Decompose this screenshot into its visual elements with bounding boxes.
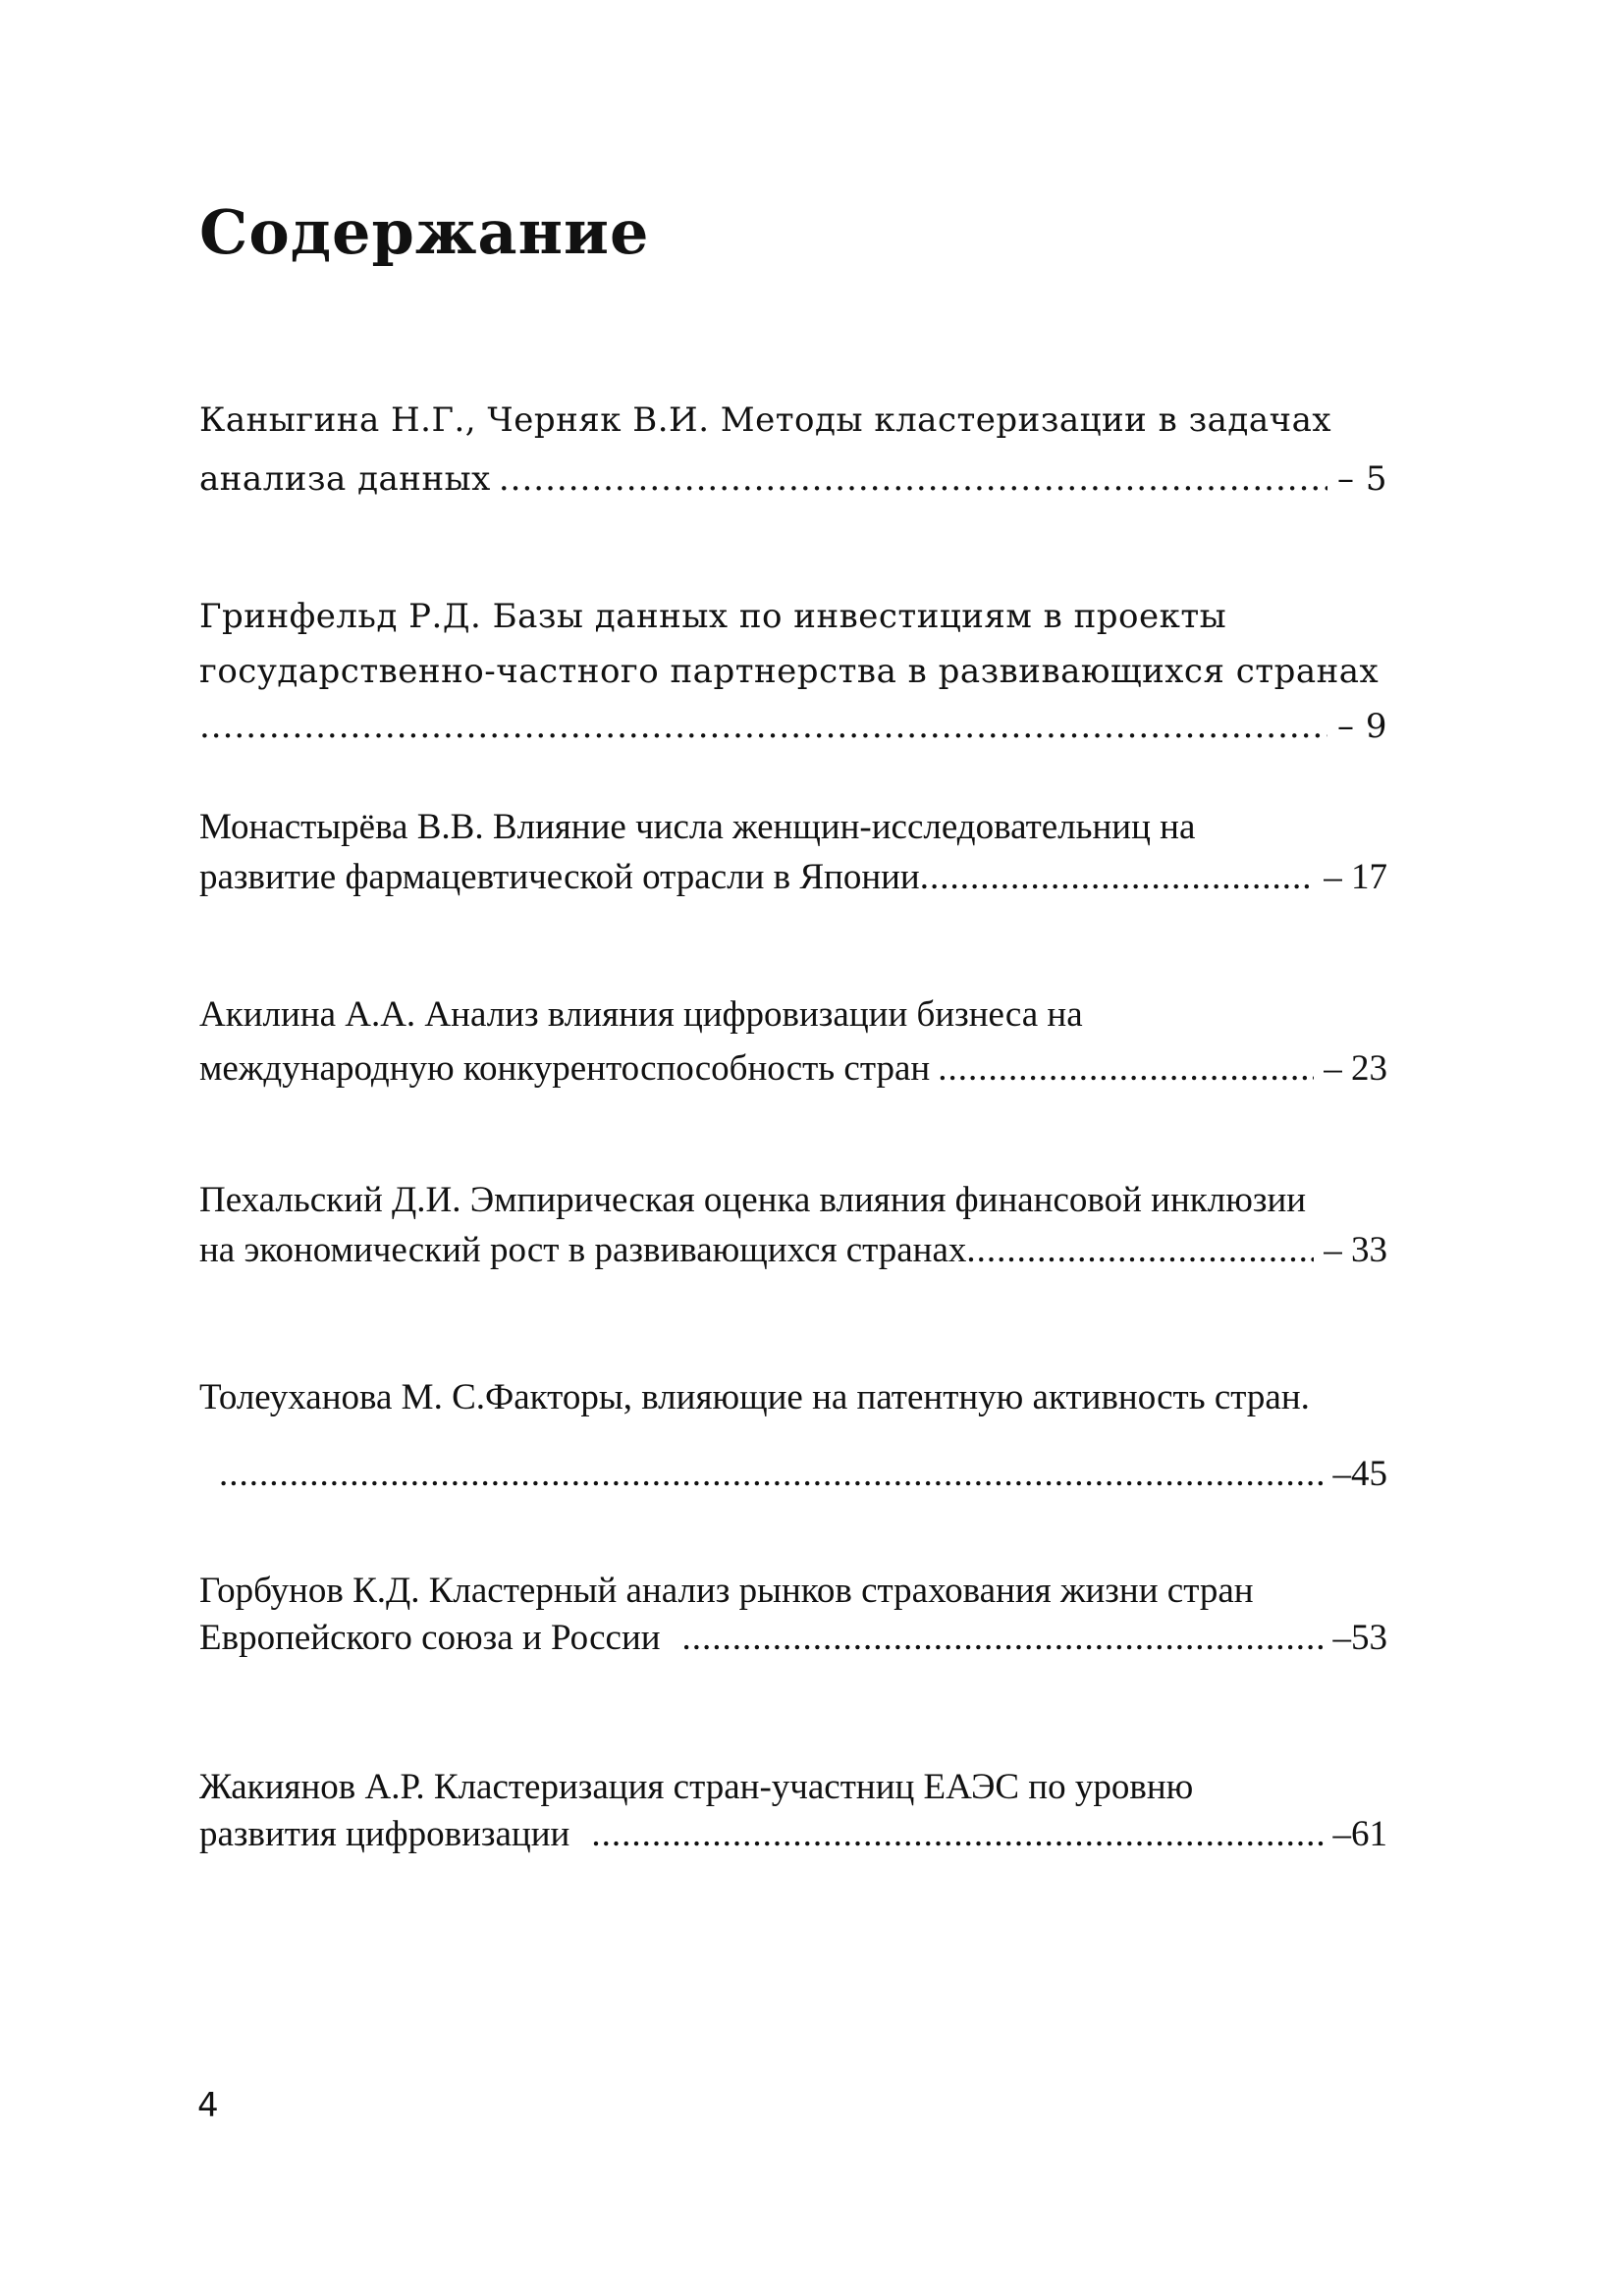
entry-title-line: развития цифровизации [199,1814,570,1854]
toc-entry[interactable] [199,1568,1387,1662]
entry-title-line: анализа данных [199,459,491,499]
entry-title-line: Пехальский Д.И. Эмпирическая оценка влияния финансовой инклюзии [199,1180,1307,1220]
toc-entry[interactable] [199,802,1387,902]
toc-entry[interactable] [199,589,1387,754]
entry-page-number: –53 [1332,1618,1387,1658]
dot-leader [199,699,1327,754]
entry-title-line: развитие фармацевтической отрасли в Японии [199,857,920,897]
entry-title-line: Монастырёва В.В. Влияние числа женщин-исследовательниц на [199,807,1196,847]
toc-entry[interactable] [199,988,1387,1095]
dot-leader [920,852,1315,902]
entry-page-number: – 23 [1324,1048,1387,1089]
page-title: Содержание [199,196,650,268]
entry-page-number: – 17 [1324,857,1387,897]
toc-entry[interactable] [199,391,1387,508]
entry-title-line: международную конкурентоспособность стран [199,1048,931,1089]
entry-title-line: государственно-частного партнерства в развивающихся странах [199,652,1380,691]
entry-page-number: – 9 [1337,707,1387,746]
dot-leader [938,1041,1314,1095]
dot-leader [219,1436,1324,1513]
entry-title-line: Жакиянов А.Р. Кластеризация стран-участниц ЕАЭС по уровню [199,1767,1194,1807]
dot-leader [499,450,1327,508]
entry-title-line: Горбунов К.Д. Кластерный анализ рынков страхования жизни стран [199,1571,1254,1611]
toc-entry[interactable] [199,1764,1387,1858]
entry-page-number: –45 [1332,1454,1387,1494]
toc-entry[interactable] [199,1175,1387,1275]
entry-title-line: Европейского союза и России [199,1618,661,1658]
entry-page-number: –61 [1332,1814,1387,1854]
page-number: 4 [197,2086,219,2125]
dot-leader [966,1225,1314,1275]
dot-leader [682,1615,1324,1662]
entry-page-number: – 33 [1324,1230,1387,1270]
dot-leader [591,1811,1323,1858]
entry-title-line: Акилина А.А. Анализ влияния цифровизации бизнеса на [199,994,1083,1035]
entry-title-line: Гринфельд Р.Д. Базы данных по инвестициям в проекты [199,597,1227,636]
toc-entry[interactable] [199,1360,1387,1513]
entry-title-line: на экономический рост в развивающихся странах [199,1230,967,1270]
entry-title-line: Толеуханова М. С.Факторы, влияющие на патентную активность стран. [199,1377,1310,1417]
entry-page-number: – 5 [1337,459,1387,499]
entry-title-line: Каныгина Н.Г., Черняк В.И. Методы кластеризации в задачах [199,400,1332,440]
